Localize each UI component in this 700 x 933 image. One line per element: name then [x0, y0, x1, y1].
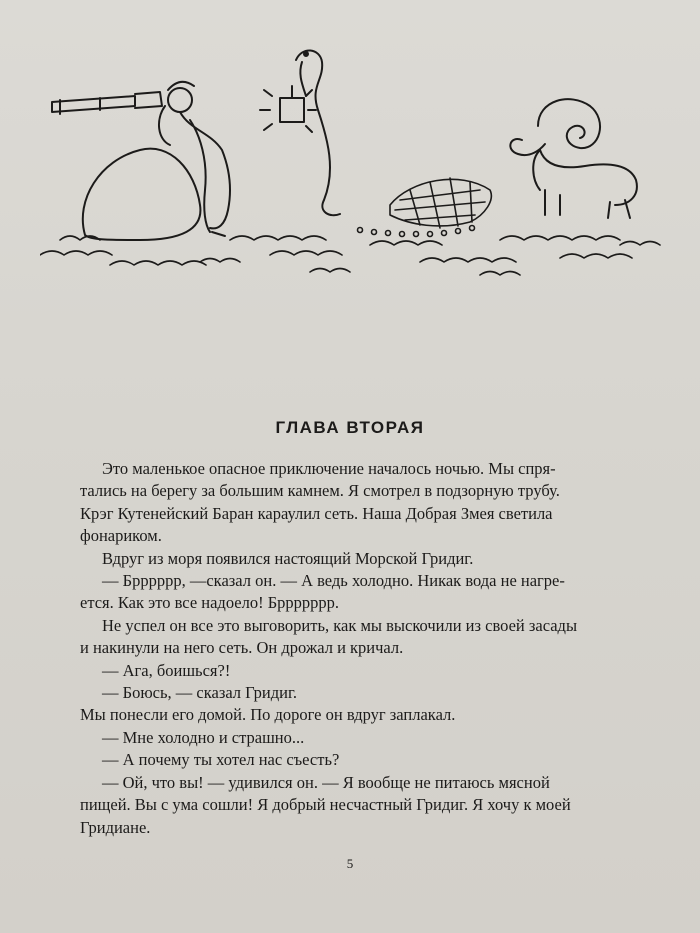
- man-with-telescope: [52, 82, 230, 236]
- text-line: пищей. Вы с ума сошли! Я добрый несчастный Гридиг. Я хочу к моей: [80, 795, 571, 815]
- text-line: — А почему ты хотел нас съесть?: [102, 750, 340, 770]
- text-line: — Мне холодно и страшно...: [102, 727, 305, 747]
- text-line: — Боюсь, — сказал Гридиг.: [102, 683, 297, 703]
- chapter-illustration: [40, 40, 680, 280]
- chapter-text: [80, 458, 668, 839]
- text-line: — Ага, боишься?!: [102, 660, 231, 680]
- text-line: — Брррррр, —сказал он. — А ведь холодно. Никак вода не нагре-: [102, 571, 565, 591]
- lantern: [280, 98, 304, 122]
- text-line: фонариком.: [80, 526, 162, 546]
- text-line: Гридиане.: [80, 817, 151, 837]
- text-line: Мы понесли его домой. По дороге он вдруг заплакал.: [80, 705, 456, 725]
- text-line: и накинули на него сеть. Он дрожал и кричал.: [80, 638, 404, 658]
- text-line: Это маленькое опасное приключение началось ночью. Мы спря-: [102, 459, 556, 478]
- chapter-title: ГЛАВА ВТОРАЯ: [275, 418, 425, 437]
- text-line: Не успел он все это выговорить, как мы выскочили из своей засады: [102, 615, 578, 635]
- text-line: тались на берегу за большим камнем. Я смотрел в подзорную трубу.: [80, 481, 560, 501]
- stone: [83, 149, 201, 240]
- text-line: ется. Как это все надоело! Бррррррр.: [80, 593, 340, 613]
- text-line: Вдруг из моря появился настоящий Морской Гридиг.: [102, 548, 474, 568]
- snake-with-lantern: [260, 50, 340, 215]
- text-line: Крэг Кутенейский Баран караулил сеть. Наша Добрая Змея светила: [80, 503, 553, 523]
- net: [358, 178, 492, 237]
- ground-clouds: [40, 236, 660, 275]
- ram: [510, 99, 637, 218]
- page-number: 5: [346, 856, 354, 871]
- text-line: — Ой, что вы! — удивился он. — Я вообще не питаюсь мясной: [102, 772, 550, 792]
